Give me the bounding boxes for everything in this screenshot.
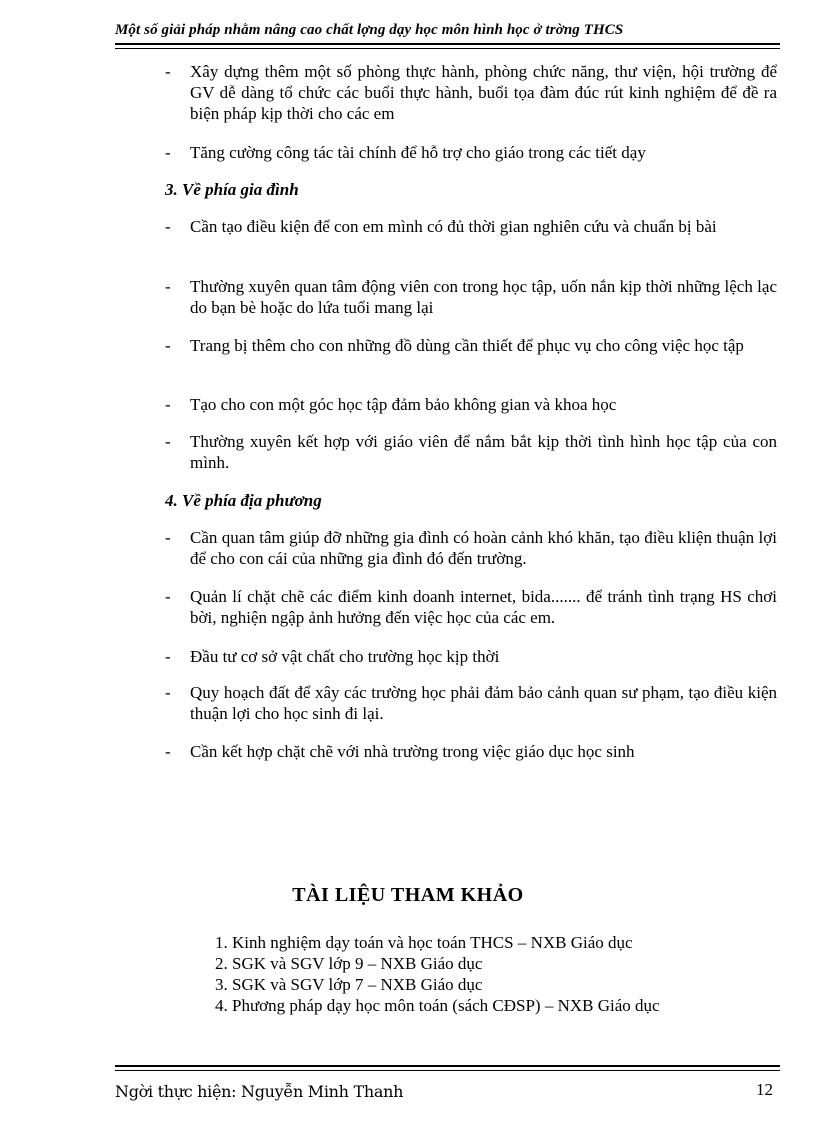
bullet-text: Đầu tư cơ sở vật chất cho trường học kịp thời [190, 647, 500, 666]
bullet-text: Quy hoạch đất để xây các trường học phải đảm bảo cảnh quan sư phạm, tạo điều kiện thuận lợi cho học sinh đi lại. [190, 683, 777, 723]
bullet-dash: - [165, 742, 171, 761]
bullet-item [165, 394, 777, 415]
bullet-item [165, 527, 777, 569]
references-list [215, 932, 660, 1016]
bullet-dash: - [165, 683, 171, 702]
header-rule [115, 43, 780, 45]
bullet-text: Cần kết hợp chặt chẽ với nhà trường trong việc giáo dục học sinh [190, 742, 635, 761]
footer-rule-thin [115, 1070, 780, 1071]
bullet-item [165, 142, 777, 163]
bullet-item [165, 276, 777, 318]
bullet-dash: - [165, 143, 171, 162]
reference-item: 3. SGK và SGV lớp 7 – NXB Giáo dục [215, 975, 483, 994]
bullet-text: Trang bị thêm cho con những đồ dùng cần thiết để phục vụ cho công việc học tập [190, 336, 744, 355]
reference-item: 2. SGK và SGV lớp 9 – NXB Giáo dục [215, 954, 483, 973]
bullet-dash: - [165, 528, 171, 547]
reference-item: 4. Phương pháp dạy học môn toán (sách CĐSP) – NXB Giáo dục [215, 996, 660, 1015]
bullet-item [165, 335, 777, 356]
bullet-dash: - [165, 395, 171, 414]
bullet-dash: - [165, 62, 171, 81]
bullet-text: Thường xuyên kết hợp với giáo viên để nắm bắt kịp thời tình hình học tập của con mình. [190, 432, 777, 472]
bullet-dash: - [165, 277, 171, 296]
bullet-text: Cần quan tâm giúp đỡ những gia đình có hoàn cảnh khó khăn, tạo điều kliện thuận lợi để cho con cái của những gia đình đó đến trường. [190, 528, 777, 568]
bullet-text: Tăng cường công tác tài chính để hỗ trợ cho giáo trong các tiết dạy [190, 143, 646, 162]
bullet-text: Tạo cho con một góc học tập đảm bảo không gian và khoa học [190, 395, 617, 414]
bullet-item [165, 586, 777, 628]
page-number: 12 [756, 1080, 773, 1099]
bullet-text: Xây dựng thêm một số phòng thực hành, phòng chức năng, thư viện, hội trường để GV dễ dàng tổ chức các buổi thực hành, buổi tọa đàm đúc rút kinh nghiệm để đề ra biện pháp kịp thời cho các em [190, 62, 777, 123]
references-title: TÀI LIỆU THAM KHẢO [292, 884, 524, 906]
footer-author: Ngời thực hiện: Nguyễn Minh Thanh [115, 1082, 404, 1101]
bullet-dash: - [165, 432, 171, 451]
footer-rule [115, 1065, 780, 1067]
bullet-text: Quản lí chặt chẽ các điểm kinh doanh internet, bida....... để tránh tình trạng HS chơi bời, nghiện ngập ảnh hưởng đến việc học của các em. [190, 587, 777, 627]
bullet-dash: - [165, 647, 171, 666]
bullet-item [165, 682, 777, 724]
bullet-item [165, 61, 777, 124]
bullet-dash: - [165, 587, 171, 606]
running-header: Một số giải pháp nhằm nâng cao chất lợng dạy học môn hình học ở trờng THCS [115, 22, 624, 38]
bullet-item [165, 741, 777, 762]
reference-item: 1. Kinh nghiệm dạy toán và học toán THCS – NXB Giáo dục [215, 933, 633, 952]
bullet-item [165, 431, 777, 473]
bullet-dash: - [165, 336, 171, 355]
section-heading-local: 4. Về phía địa phương [165, 491, 322, 510]
header-rule-thin [115, 48, 780, 49]
bullet-text: Cần tạo điều kiện để con em mình có đủ thời gian nghiên cứu và chuẩn bị bài [190, 217, 717, 236]
section-heading-family: 3. Về phía gia đình [165, 180, 299, 199]
bullet-dash: - [165, 217, 171, 236]
bullet-item [165, 216, 777, 237]
bullet-text: Thường xuyên quan tâm động viên con trong học tập, uốn nắn kịp thời những lệch lạc do bạn bè hoặc do lứa tuổi mang lại [190, 277, 777, 317]
bullet-item [165, 646, 777, 667]
